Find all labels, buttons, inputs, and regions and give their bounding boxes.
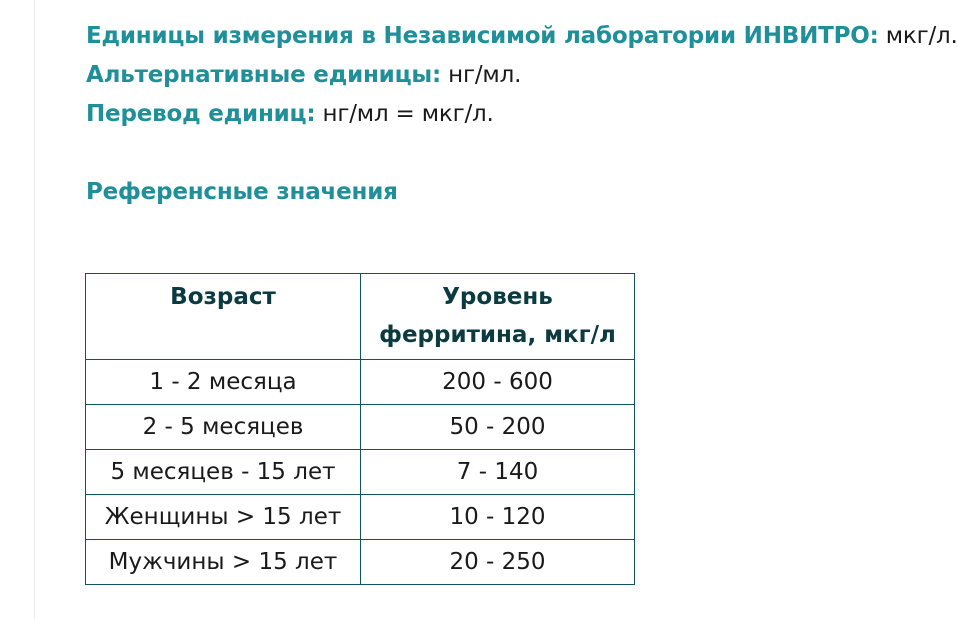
units-line-alternative-label: Альтернативные единицы: xyxy=(86,62,442,88)
reference-values-heading: Референсные значения xyxy=(86,179,398,205)
table-row xyxy=(86,540,635,585)
table-cell-range: 7 - 140 xyxy=(361,450,635,495)
column-header-age: Возраст xyxy=(86,274,361,360)
units-line-conversion xyxy=(86,95,936,134)
units-line-alternative xyxy=(86,56,936,95)
table-row xyxy=(86,450,635,495)
table-cell-range: 50 - 200 xyxy=(361,405,635,450)
table-cell-age: 5 месяцев - 15 лет xyxy=(86,450,361,495)
units-line-conversion-label: Перевод единиц: xyxy=(86,101,316,127)
units-line-alternative-value: нг/мл. xyxy=(441,62,522,88)
left-border-line xyxy=(34,0,35,619)
table-cell-range: 200 - 600 xyxy=(361,360,635,405)
table-cell-age: Мужчины > 15 лет xyxy=(86,540,361,585)
column-header-ferritin-level xyxy=(361,274,635,360)
units-line-main xyxy=(86,17,958,56)
table-cell-range: 10 - 120 xyxy=(361,495,635,540)
table-row xyxy=(86,360,635,405)
table-cell-age: 1 - 2 месяца xyxy=(86,360,361,405)
table-cell-age: 2 - 5 месяцев xyxy=(86,405,361,450)
table-row xyxy=(86,405,635,450)
table-header-row xyxy=(86,274,635,360)
table-cell-age: Женщины > 15 лет xyxy=(86,495,361,540)
column-header-ferritin-level-text: Уровень ферритина, мкг/л xyxy=(379,284,616,348)
reference-values-table xyxy=(85,273,635,585)
table-cell-range: 20 - 250 xyxy=(361,540,635,585)
units-line-main-label: Единицы измерения в Независимой лаборатории ИНВИТРО: xyxy=(86,23,879,49)
units-info-block xyxy=(86,17,958,212)
table-row xyxy=(86,495,635,540)
units-line-main-value: мкг/л. xyxy=(878,23,958,49)
units-line-conversion-value: нг/мл = мкг/л. xyxy=(315,101,494,127)
